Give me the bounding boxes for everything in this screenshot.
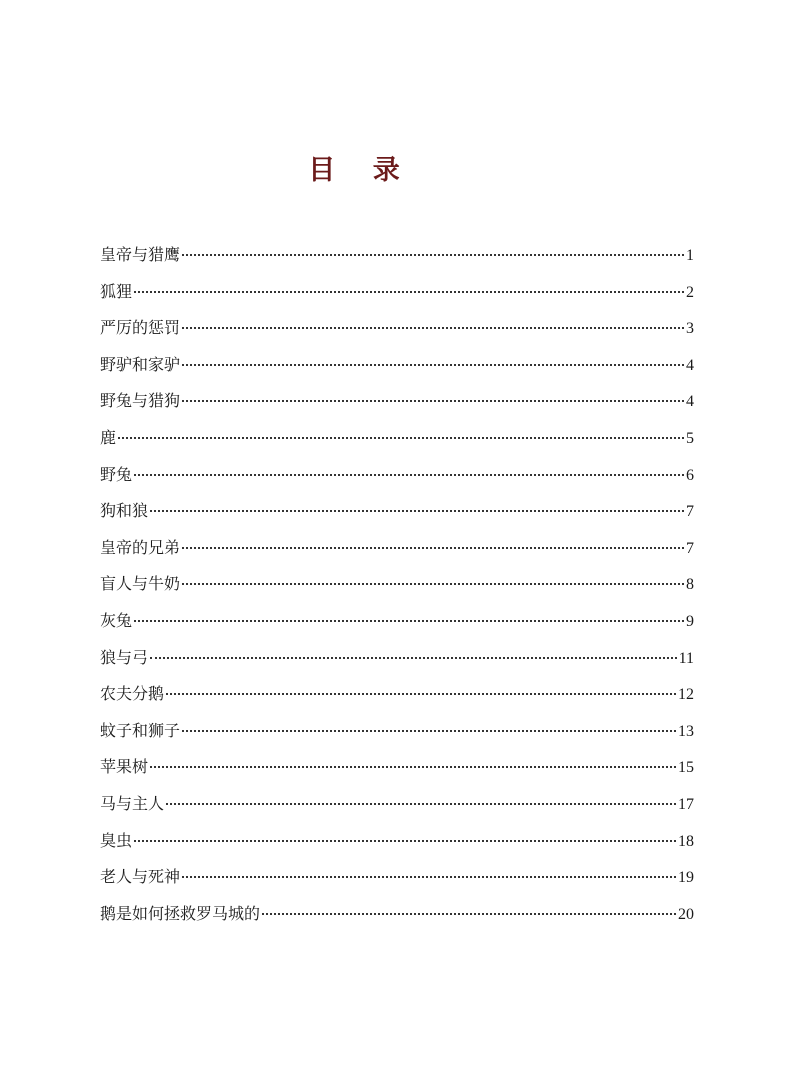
dot-leader	[166, 693, 676, 695]
toc-entry[interactable]	[100, 718, 694, 755]
toc-entry[interactable]	[100, 279, 694, 316]
dot-leader	[134, 291, 684, 293]
dot-leader	[182, 730, 676, 732]
toc-entry-title: 苹果树	[100, 757, 149, 777]
toc-entry[interactable]	[100, 608, 694, 645]
toc-entry-page-number: 15	[678, 759, 694, 777]
toc-entry-title: 老人与死神	[100, 867, 181, 887]
toc-entry[interactable]	[100, 315, 694, 352]
toc-entry-page-number: 7	[686, 539, 694, 557]
toc-entry-page-number: 17	[678, 795, 694, 813]
toc-entry[interactable]	[100, 352, 694, 389]
toc-entry-title: 野兔	[100, 464, 133, 484]
toc-entry-title: 鹿	[100, 427, 117, 447]
dot-leader	[182, 876, 676, 878]
toc-entry-title: 鹅是如何拯救罗马城的	[100, 903, 261, 923]
toc-entry-title: 农夫分鹅	[100, 684, 165, 704]
toc-entry-page-number: 3	[686, 320, 694, 338]
toc-entry-page-number: 11	[678, 649, 694, 667]
toc-entry[interactable]	[100, 498, 694, 535]
toc-entry-page-number: 7	[686, 503, 694, 521]
toc-entry[interactable]	[100, 901, 694, 938]
toc-entry-page-number: 9	[686, 612, 694, 630]
toc-entry-page-number: 20	[678, 905, 694, 923]
toc-entry[interactable]	[100, 791, 694, 828]
dot-leader	[150, 766, 676, 768]
toc-entry-page-number: 18	[678, 832, 694, 850]
toc-entry-page-number: 5	[686, 429, 694, 447]
toc-entry-page-number: 2	[686, 283, 694, 301]
dot-leader	[118, 437, 684, 439]
dot-leader	[150, 657, 677, 659]
dot-leader	[134, 840, 676, 842]
dot-leader	[134, 620, 684, 622]
toc-entry-title: 盲人与牛奶	[100, 574, 181, 594]
toc-entry-title: 严厉的惩罚	[100, 318, 181, 338]
toc-entry-page-number: 4	[686, 393, 694, 411]
toc-entry-page-number: 12	[678, 686, 694, 704]
toc-entry-title: 皇帝与猎鹰	[100, 245, 181, 264]
toc-entry-title: 野驴和家驴	[100, 354, 181, 374]
toc-entry-title: 马与主人	[100, 793, 165, 813]
toc-entry-page-number: 1	[686, 247, 694, 264]
toc-entry[interactable]	[100, 571, 694, 608]
toc-entry[interactable]	[100, 535, 694, 572]
toc-entry[interactable]	[100, 681, 694, 718]
dot-leader	[182, 327, 684, 329]
dot-leader	[182, 583, 684, 585]
page-title: 目 录	[308, 155, 414, 186]
dot-leader	[182, 364, 684, 366]
toc-entry[interactable]	[100, 645, 694, 682]
toc-entry[interactable]	[100, 425, 694, 462]
toc-entry-title: 狗和狼	[100, 501, 149, 521]
dot-leader	[166, 803, 676, 805]
dot-leader	[134, 474, 684, 476]
toc-entry-title: 狼与弓	[100, 647, 149, 667]
toc-entry-page-number: 4	[686, 356, 694, 374]
dot-leader	[262, 913, 676, 915]
toc-entry[interactable]	[100, 864, 694, 901]
toc-entry-title: 灰兔	[100, 610, 133, 630]
toc-entry-title: 蚊子和狮子	[100, 720, 181, 740]
dot-leader	[182, 400, 684, 402]
toc-entry-title: 狐狸	[100, 281, 133, 301]
toc-entry-page-number: 19	[678, 869, 694, 887]
dot-leader	[150, 510, 684, 512]
toc-entry-page-number: 6	[686, 466, 694, 484]
dot-leader	[182, 547, 684, 549]
toc-list	[100, 242, 694, 937]
toc-entry[interactable]	[100, 462, 694, 499]
toc-entry-page-number: 8	[686, 576, 694, 594]
toc-entry[interactable]	[100, 754, 694, 791]
toc-entry-title: 皇帝的兄弟	[100, 537, 181, 557]
toc-entry[interactable]	[100, 388, 694, 425]
dot-leader	[182, 254, 684, 256]
toc-entry[interactable]	[100, 828, 694, 865]
toc-entry[interactable]	[100, 242, 694, 279]
toc-entry-title: 臭虫	[100, 830, 133, 850]
toc-entry-title: 野兔与猎狗	[100, 391, 181, 411]
toc-entry-page-number: 13	[678, 722, 694, 740]
